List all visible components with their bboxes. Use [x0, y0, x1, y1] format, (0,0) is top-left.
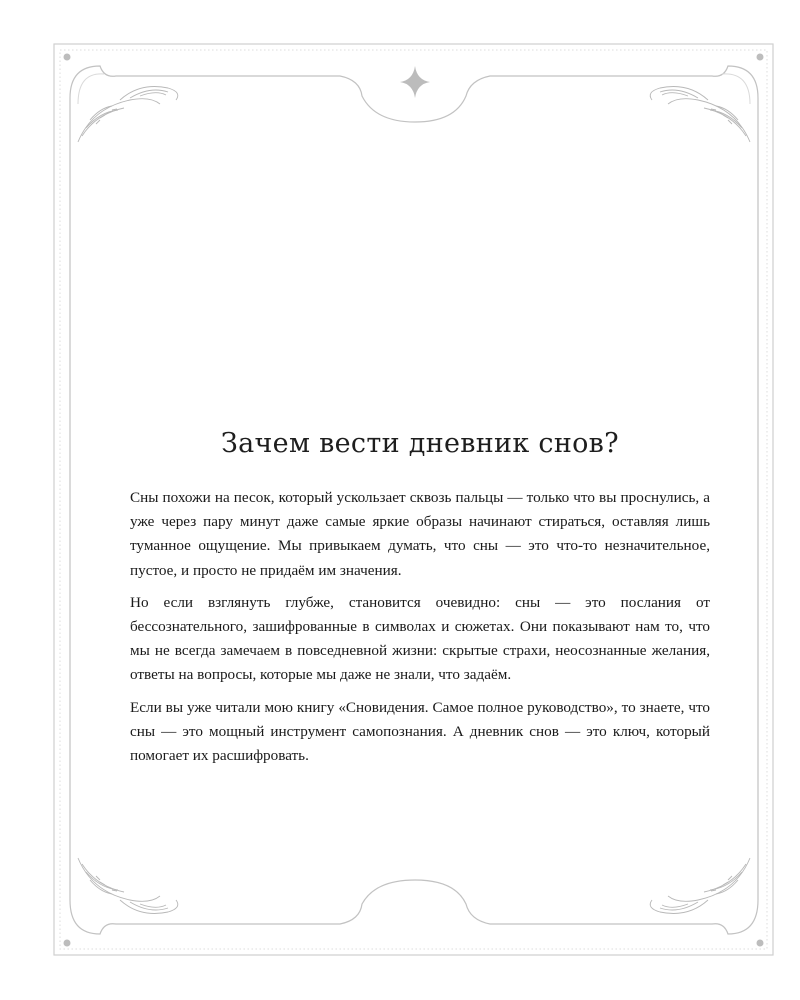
- paragraph: Сны похожи на песок, который ускользает сквозь пальцы — только что вы проснулись, а уже через пару минут даже самые яркие образы начинают стираться, оставляя лишь туманное ощущение. Мы привыкаем думать, что сны — это что-то незначительное, пустое, и просто не придаём им значения.: [130, 489, 710, 579]
- paragraph: Если вы уже читали мою книгу «Сновидения. Самое полное руководство», то знаете, что сны — это мощный инструмент самопознания. А дневник снов — это ключ, который помогает их расшифровать.: [130, 698, 710, 765]
- corner-flourish-bottom-right: [650, 858, 750, 914]
- corner-flourish-top-left: [78, 87, 178, 143]
- inner-frame-bottom: [70, 880, 758, 934]
- corner-flourish-bottom-left: [78, 858, 178, 914]
- corner-flourish-top-right: [650, 87, 750, 143]
- page-title: Зачем вести дневник снов?: [221, 428, 619, 459]
- star-ornament: [400, 66, 430, 98]
- paragraph: Но если взглянуть глубже, становится очевидно: сны — это послания от бессознательного, зашифрованные в символах и сюжетах. Они показывают нам то, что мы не всегда замечаем в повседневной жизни: скрытые страхи, неосознанные желания, ответы на вопросы, которые мы даже не знали, что задаём.: [130, 593, 710, 684]
- body-text: [130, 486, 710, 776]
